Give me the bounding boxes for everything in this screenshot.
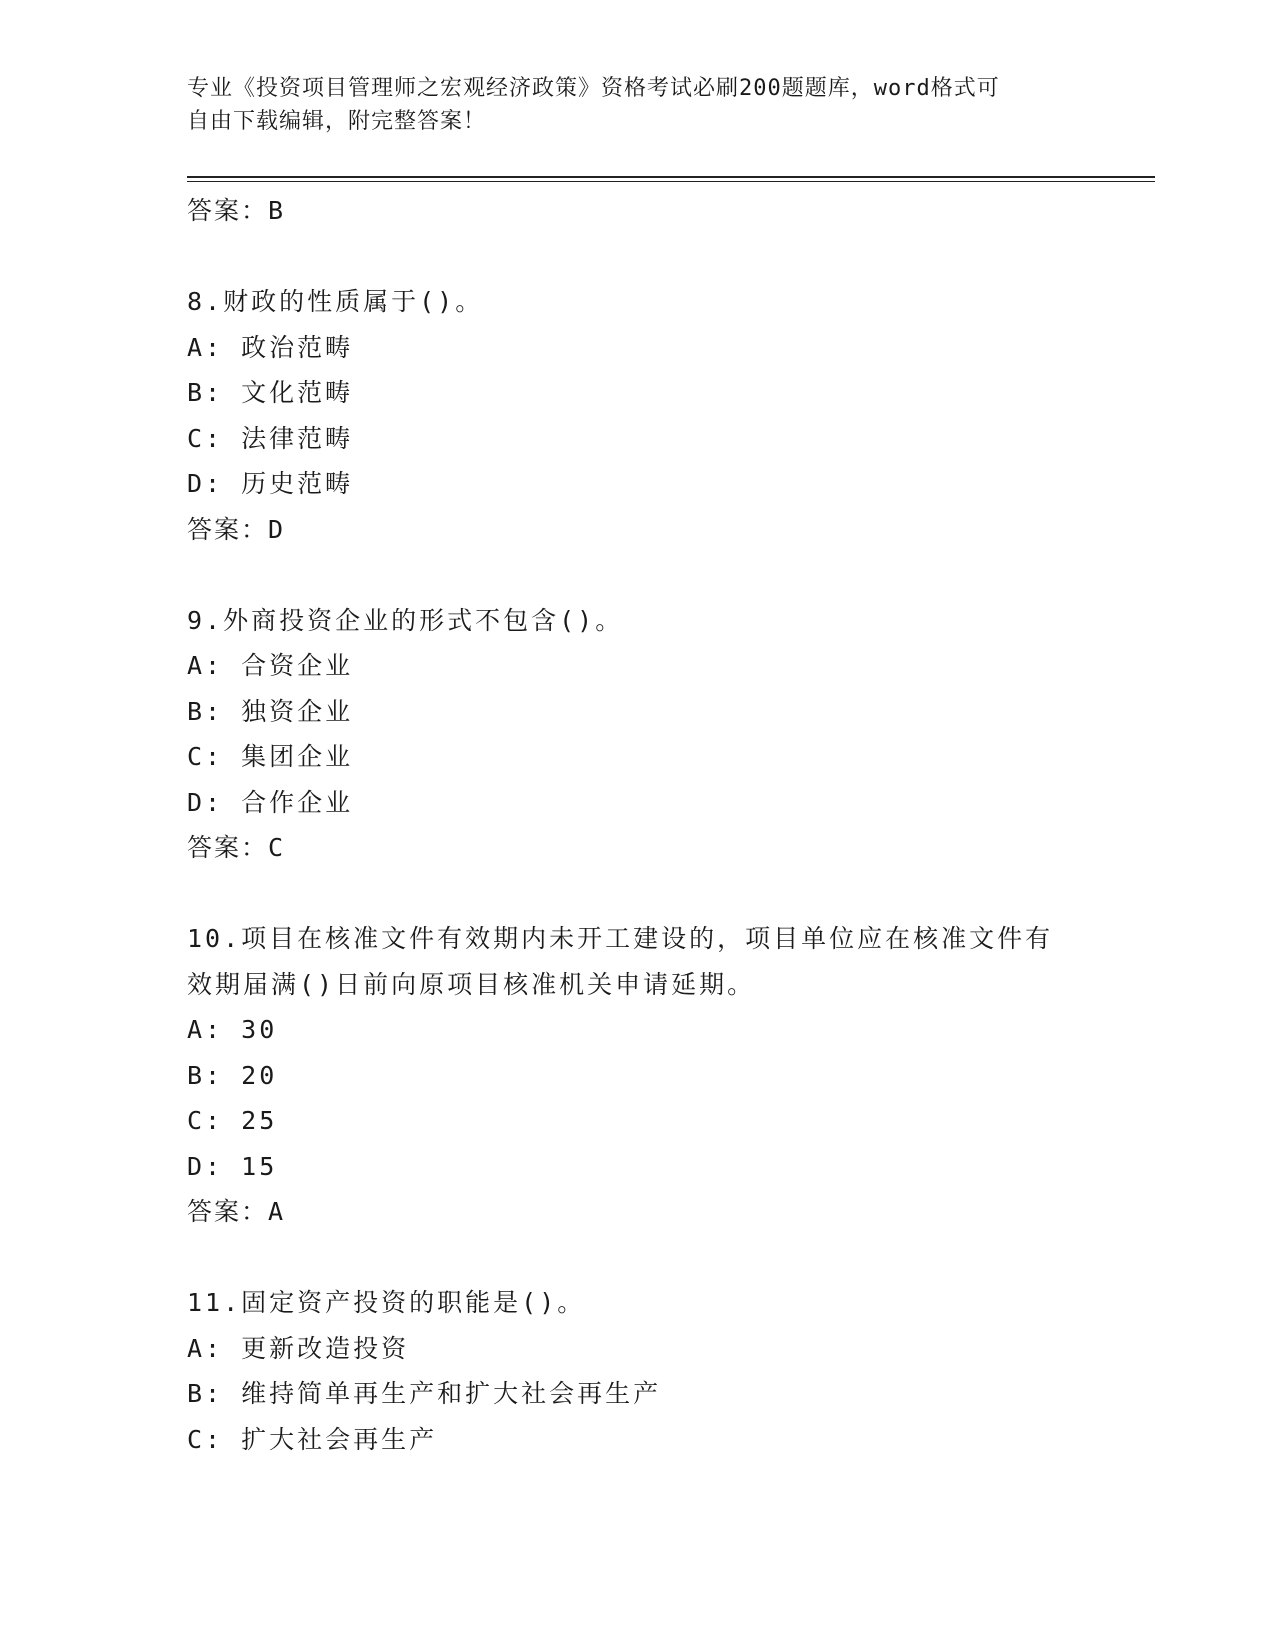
answer-line [187, 1189, 1087, 1235]
spacer [187, 871, 1087, 917]
option-b: B: 独资企业 [187, 696, 354, 726]
answer-line [187, 507, 1087, 553]
option-c: C: 25 [187, 1106, 278, 1135]
option-c: C: 扩大社会再生产 [187, 1424, 438, 1454]
answer-value: D [268, 514, 286, 544]
option-b: B: 维持简单再生产和扩大社会再生产 [187, 1379, 662, 1408]
answer-label: 答案： [187, 1197, 269, 1226]
option-a: A: 政治范畴 [187, 332, 354, 362]
answer-line [187, 188, 1087, 234]
question-stem-line-1: 10.项目在核准文件有效期内未开工建设的，项目单位应在核准文件有 [187, 924, 1054, 953]
spacer [187, 234, 1087, 280]
question-stem: 11.固定资产投资的职能是()。 [187, 1288, 586, 1317]
question-item [187, 279, 1087, 552]
option-c: C: 法律范畴 [187, 423, 354, 453]
answer-label: 答案： [187, 196, 269, 225]
question-item [187, 916, 1087, 1235]
option-d: D: 历史范畴 [187, 469, 354, 498]
question-item [187, 1280, 1087, 1462]
header-line-2: 自由下载编辑，附完整答案！ [187, 109, 487, 134]
option-a: A: 更新改造投资 [187, 1333, 410, 1363]
answer-label: 答案： [187, 833, 269, 862]
question-list [187, 188, 1087, 1462]
answer-value: B [268, 196, 286, 225]
option-d: D: 15 [187, 1151, 278, 1181]
question-stem: 8.财政的性质属于()。 [187, 287, 484, 316]
header-divider-thin [187, 181, 1155, 182]
answer-value: C [268, 833, 286, 862]
spacer [187, 552, 1087, 598]
option-b: B: 20 [187, 1060, 278, 1090]
header-divider [187, 176, 1155, 178]
answer-value: A [268, 1197, 286, 1226]
header-line-1: 专业《投资项目管理师之宏观经济政策》资格考试必刷200题题库，word格式可 [187, 76, 1000, 101]
option-a: A: 30 [187, 1015, 278, 1044]
option-c: C: 集团企业 [187, 742, 354, 771]
spacer [187, 1235, 1087, 1281]
document-header [187, 72, 1077, 138]
option-a: A: 合资企业 [187, 651, 354, 680]
question-item [187, 598, 1087, 871]
option-d: D: 合作企业 [187, 787, 354, 817]
question-stem: 9.外商投资企业的形式不包含()。 [187, 605, 624, 635]
question-stem-line-2: 效期届满()日前向原项目核准机关申请延期。 [187, 969, 756, 999]
option-b: B: 文化范畴 [187, 378, 354, 407]
answer-line [187, 825, 1087, 871]
answer-label: 答案： [187, 514, 269, 544]
